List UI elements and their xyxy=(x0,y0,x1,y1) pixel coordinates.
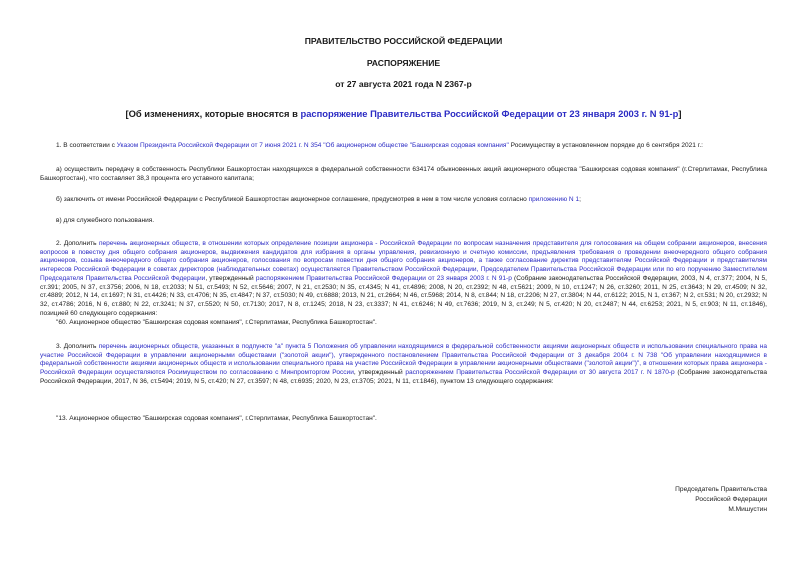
subtitle-order-link[interactable]: распоряжение Правительства Российской Федерации от 23 января 2003 г. N 91-р xyxy=(300,108,679,119)
document-type-heading: РАСПОРЯЖЕНИЕ xyxy=(366,58,441,68)
appendix-1-link[interactable]: приложению N 1 xyxy=(528,196,580,203)
subparagraph-a xyxy=(40,166,767,183)
paragraph-3-text-c: (Собрание законодательства Российской Федерации, 2017, N 36, ст.5494; 2019, N 5, ст.420; N 27, ст.3597; N 48, ст.6935; 2020, N 23, ст.3705; 2021, N 11, ст.1846), пунктом 13 следующего содержания: xyxy=(40,369,767,385)
subtitle-close-text: ] xyxy=(678,108,682,119)
point-13-quote xyxy=(40,415,767,424)
paragraph-1 xyxy=(40,142,767,151)
paragraph-1-text-a: 1. В соответствии с xyxy=(56,142,117,149)
subparagraph-a-text: а) осуществить передачу в собственность Республики Башкортостан находящихся в федеральной собственности 634174 обыкновенных акций акционерного общества "Башкирская содовая компания" (г.Стерлитамак, Республика Башкортостан), что составляет 38,3 процента его уставного капитала; xyxy=(40,166,767,182)
subparagraph-b xyxy=(40,196,767,205)
subparagraph-b-text-b: ; xyxy=(579,196,581,203)
subparagraph-v-text: в) для служебного пользования. xyxy=(56,217,155,224)
paragraph-2-text-c: (Собрание законодательства Российской Федерации, 2003, N 4, ст.377; 2004, N 5, ст.391; 2005, N 37, ст.3756; 2006, N 18, ст.2033; N 51, ст.5493; N 52, ст.5646; 2007, N 21, ст.2530; N 35, ст.4345; N 41, ст.4896; 2008, N 20, ст.2392; N 48, ст.5621; 2009, N 10, ст.1247; N 26, ст.3260; 2011, N 25, ст.3643; N 29, ст.4509; N 32, ст.4889; 2012, N 14, ст.1697; N 31, ст.4426; N 33, ст.4706; N 35, ст.4847; N 37, ст.5030; N 49, ст.6888; 2013, N 21, ст.2664; N 46, ст.5968; 2014, N 8, ст.844; N 18, ст.2206; N 27, ст.3804; N 44, ст.6122; 2015, N 1, ст.367; N 2, ст.531; N 20, ст.2932; N 32, ст.4786; 2016, N 6, ст.880; N 22, ст.3241; N 37, ст.5520; N 50, ст.7130; 2017, N 8, ст.1245; 2018, N 23, ст.3337; N 41, ст.6246; N 49, ст.7636; 2019, N 3, ст.249; N 5, ст.420; N 20, ст.2487; N 44, ст.6253; 2021, N 5, ст.903; N 11, ст.1846), позицией 60 следующего содержания: xyxy=(40,274,767,317)
date-number-heading: от 27 августа 2021 года N 2367-р xyxy=(335,79,472,89)
paragraph-2 xyxy=(40,240,767,318)
signature-organization: Российской Федерации xyxy=(695,496,767,503)
paragraph-3-text-a: 3. Дополнить xyxy=(56,343,99,350)
signature-name: М.Мишустин xyxy=(728,506,767,513)
subparagraph-b-text-a: б) заключить от имени Российской Федерации с Республикой Башкортостан акционерное соглашение, предусмотрев в нем в том числе условия согласно xyxy=(56,196,529,203)
paragraph-3-text-b: , утвержденный xyxy=(353,369,406,377)
paragraph-3 xyxy=(40,343,767,387)
position-60-text: "60. Акционерное общество "Башкирская содовая компания", г.Стерлитамак, Республика Башкортостан". xyxy=(56,319,377,326)
order-91r-link[interactable]: распоряжением Правительства Российской Федерации от 23 января 2003 г. N 91-р xyxy=(255,274,512,282)
document-subtitle xyxy=(0,108,807,119)
point-13-text: "13. Акционерное общество "Башкирская содовая компания", г.Стерлитамак, Республика Башкортостан". xyxy=(56,415,377,422)
position-60-quote xyxy=(40,319,767,328)
signature-title: Председатель Правительства xyxy=(675,486,767,493)
subtitle-open-text: [Об изменениях, которые вносятся в xyxy=(125,108,301,119)
government-heading: ПРАВИТЕЛЬСТВО РОССИЙСКОЙ ФЕДЕРАЦИИ xyxy=(304,36,503,46)
order-1870r-link[interactable]: распоряжением Правительства Российской Федерации от 30 августа 2017 г. N 1870-р xyxy=(405,369,675,377)
subparagraph-v xyxy=(40,217,767,226)
paragraph-1-text-b: Росимуществу в установленном порядке до 6 сентября 2021 г.: xyxy=(508,142,703,149)
presidential-decree-link[interactable]: Указом Президента Российской Федерации от 7 июня 2021 г. N 354 "Об акционерном обществе "Башкирская содовая компания" xyxy=(116,142,509,149)
paragraph-2-text-b: , утвержденный xyxy=(205,274,256,282)
golden-share-list-link[interactable]: перечень акционерных обществ, указанных в подпункте "а" пункта 5 Положения об управлении находящимися в федеральной собственности акциями акционерных обществ и использовании специального права на участие Российской Федерации в управлении акционерными обществами ("золотой акции"), утвержденного постановлением Правительства Российской Федерации от 3 декабря 2004 г. N 738 "Об управлении находящимися в федеральной собственности акциями акционерных обществ и использовании специального права на участие Российской Федерации в управлении акционерными обществами ("золотой акции")", в отношении которых права акционера - Российской Федерации осуществляются Росимуществом по согласованию с Минпромторгом России xyxy=(40,343,767,377)
paragraph-2-text-a: 2. Дополнить xyxy=(56,240,99,247)
joint-stock-list-link[interactable]: перечень акционерных обществ, в отношении которых определение позиции акционера - Российской Федерации по вопросам назначения представителя для голосования на общем собрании акционеров, внесения вопросов в повестку дня общего собрания акционеров, выдвижения кандидатов для избрания в органы управления, ревизионную и счетную комиссии, предъявления требования о проведении внеочередного общего собрания акционеров, созыва внеочередного общего собрания акционеров, голосования по вопросам повестки дня общего собрания акционеров, а также согласование директив представителям Российской Федерации и представителям интересов Российской Федерации в советах директоров (наблюдательных советах) осуществляется Правительством Российской Федерации, Председателем Правительства Российской Федерации или по его поручению Заместителем Председателя Правительства Российской Федерации xyxy=(40,240,767,282)
